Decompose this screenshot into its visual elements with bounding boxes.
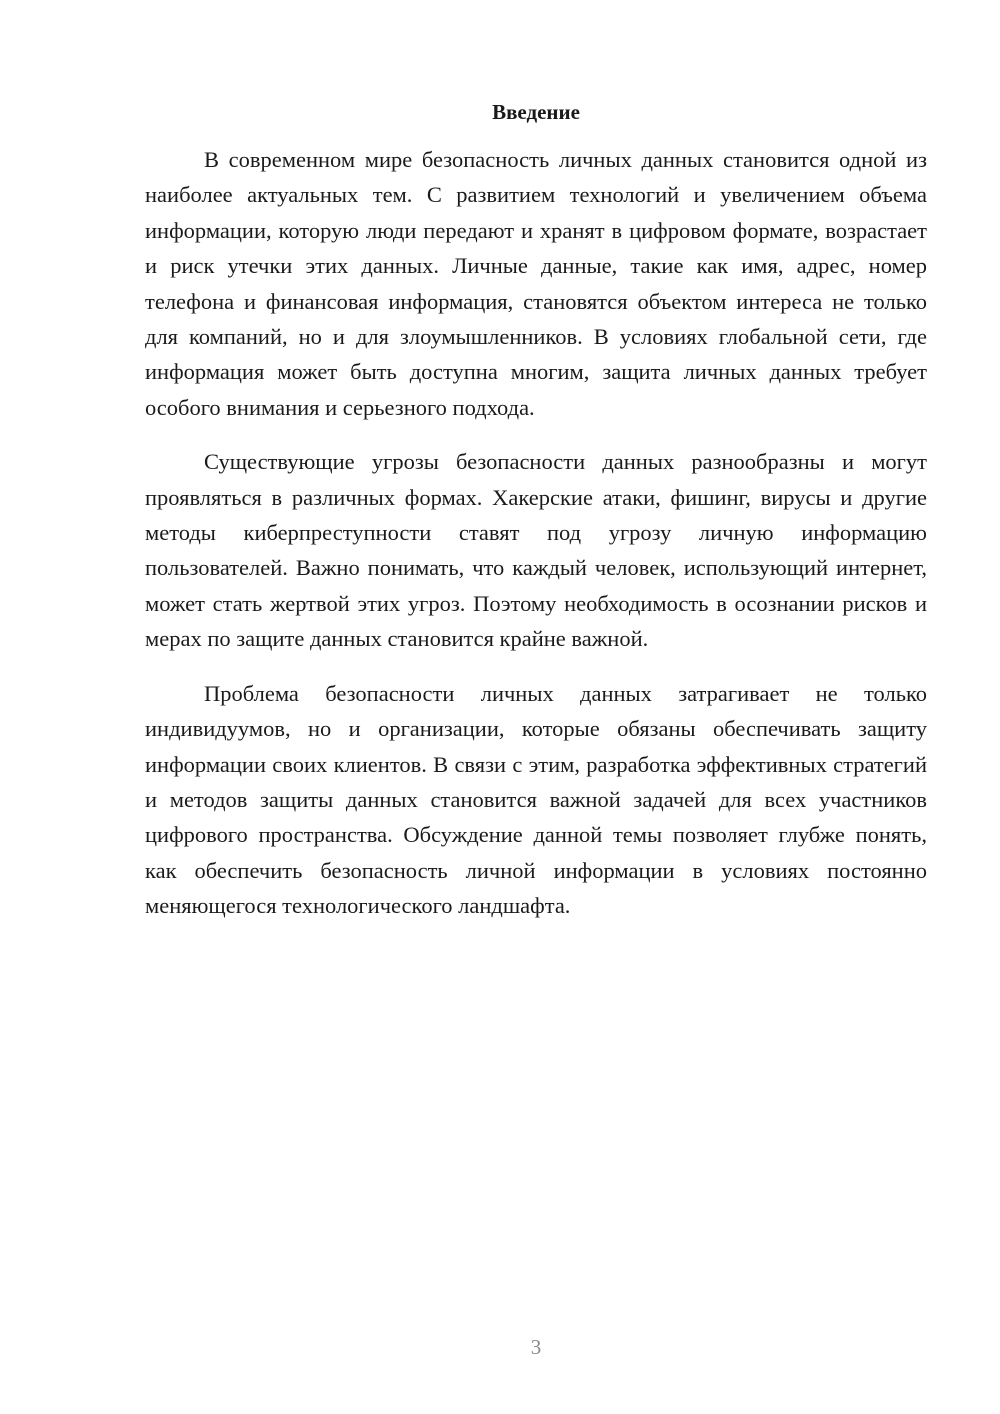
section-title: Введение — [492, 100, 580, 124]
body-text — [145, 142, 927, 924]
page-number: 3 — [530, 1335, 542, 1359]
paragraph-1: В современном мире безопасность личных данных становится одной из наиболее актуальных тем. С развитием технологий и увеличением объема информации, которую люди передают и хранят в цифровом формате, возрастает и риск утечки этих данных. Личные данные, такие как имя, адрес, номер телефона и финансовая информация, становятся объектом интереса не только для компаний, но и для злоумышленников. В условиях глобальной сети, где информация может быть доступна многим, защита личных данных требует особого внимания и серьезного подхода. — [145, 147, 927, 420]
paragraph-3: Проблема безопасности личных данных затрагивает не только индивидуумов, но и организации, которые обязаны обеспечивать защиту информации своих клиентов. В связи с этим, разработка эффективных стратегий и методов защиты данных становится важной задачей для всех участников цифрового пространства. Обсуждение данной темы позволяет глубже понять, как обеспечить безопасность личной информации в условиях постоянно меняющегося технологического ландшафта. — [145, 680, 927, 919]
paragraph-2: Существующие угрозы безопасности данных разнообразны и могут проявляться в различных формах. Хакерские атаки, фишинг, вирусы и другие методы киберпреступности ставят под угрозу личную информацию пользователей. Важно понимать, что каждый человек, использующий интернет, может стать жертвой этих угроз. Поэтому необходимость в осознании рисков и мерах по защите данных становится крайне важной. — [145, 449, 927, 652]
